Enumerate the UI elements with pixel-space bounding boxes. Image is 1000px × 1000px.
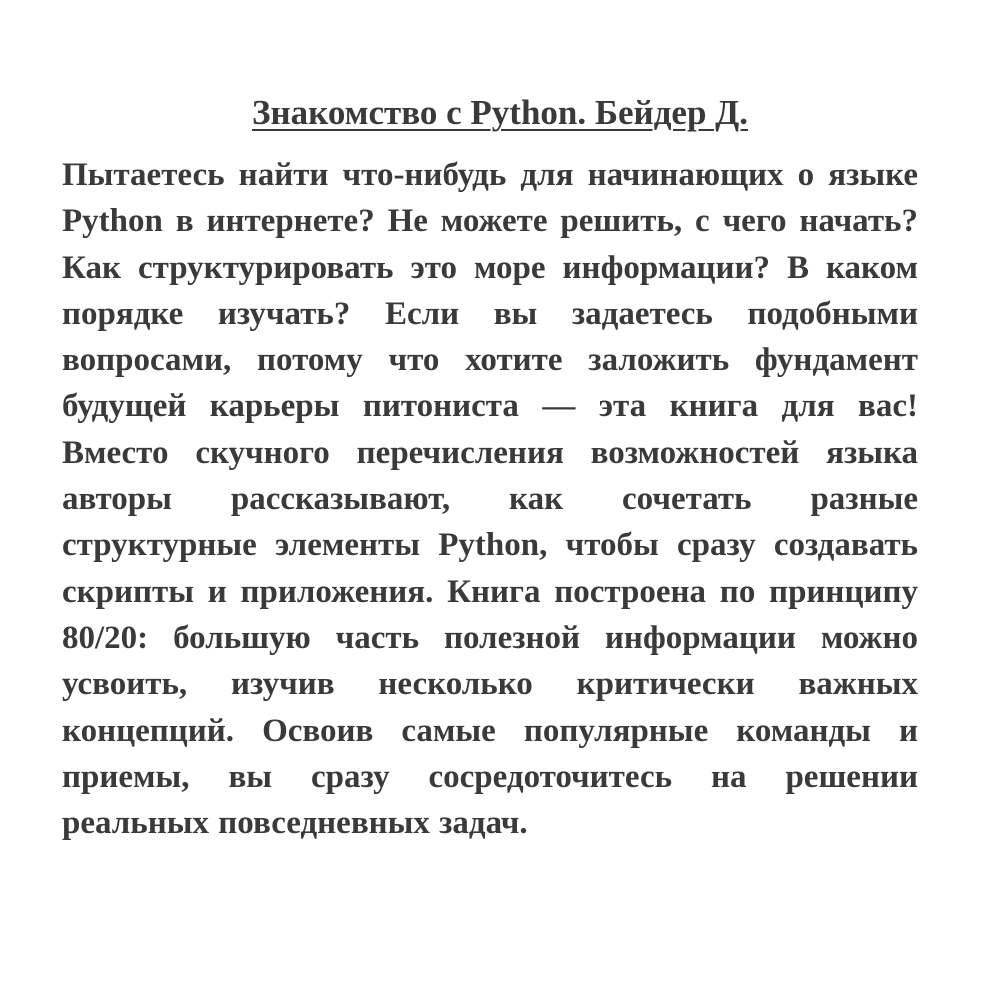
body-paragraph: Пытаетесь найти что-нибудь для начинающих о языке Python в интернете? Не можете решить, с чего начать? Как структурировать это море информации? В каком порядке изучать? Если вы задаетесь подобными вопросами, потому что хотите заложить фундамент будущей карьеры питониста — эта книга для вас! Вместо скучного перечисления возможностей языка авторы рассказывают, как сочетать разные структурные элементы Python, чтобы сразу создавать скрипты и приложения. Книга построена по принципу 80/20: большую часть полезной информации можно усвоить, изучив несколько критически важных концепций. Освоив самые популярные команды и приемы, вы сразу сосредоточитесь на решении реальных повседневных задач. [62,157,918,842]
page-title-text: Знакомство с Python. Бейдер Д. [251,93,749,132]
page-title [0,88,1000,138]
